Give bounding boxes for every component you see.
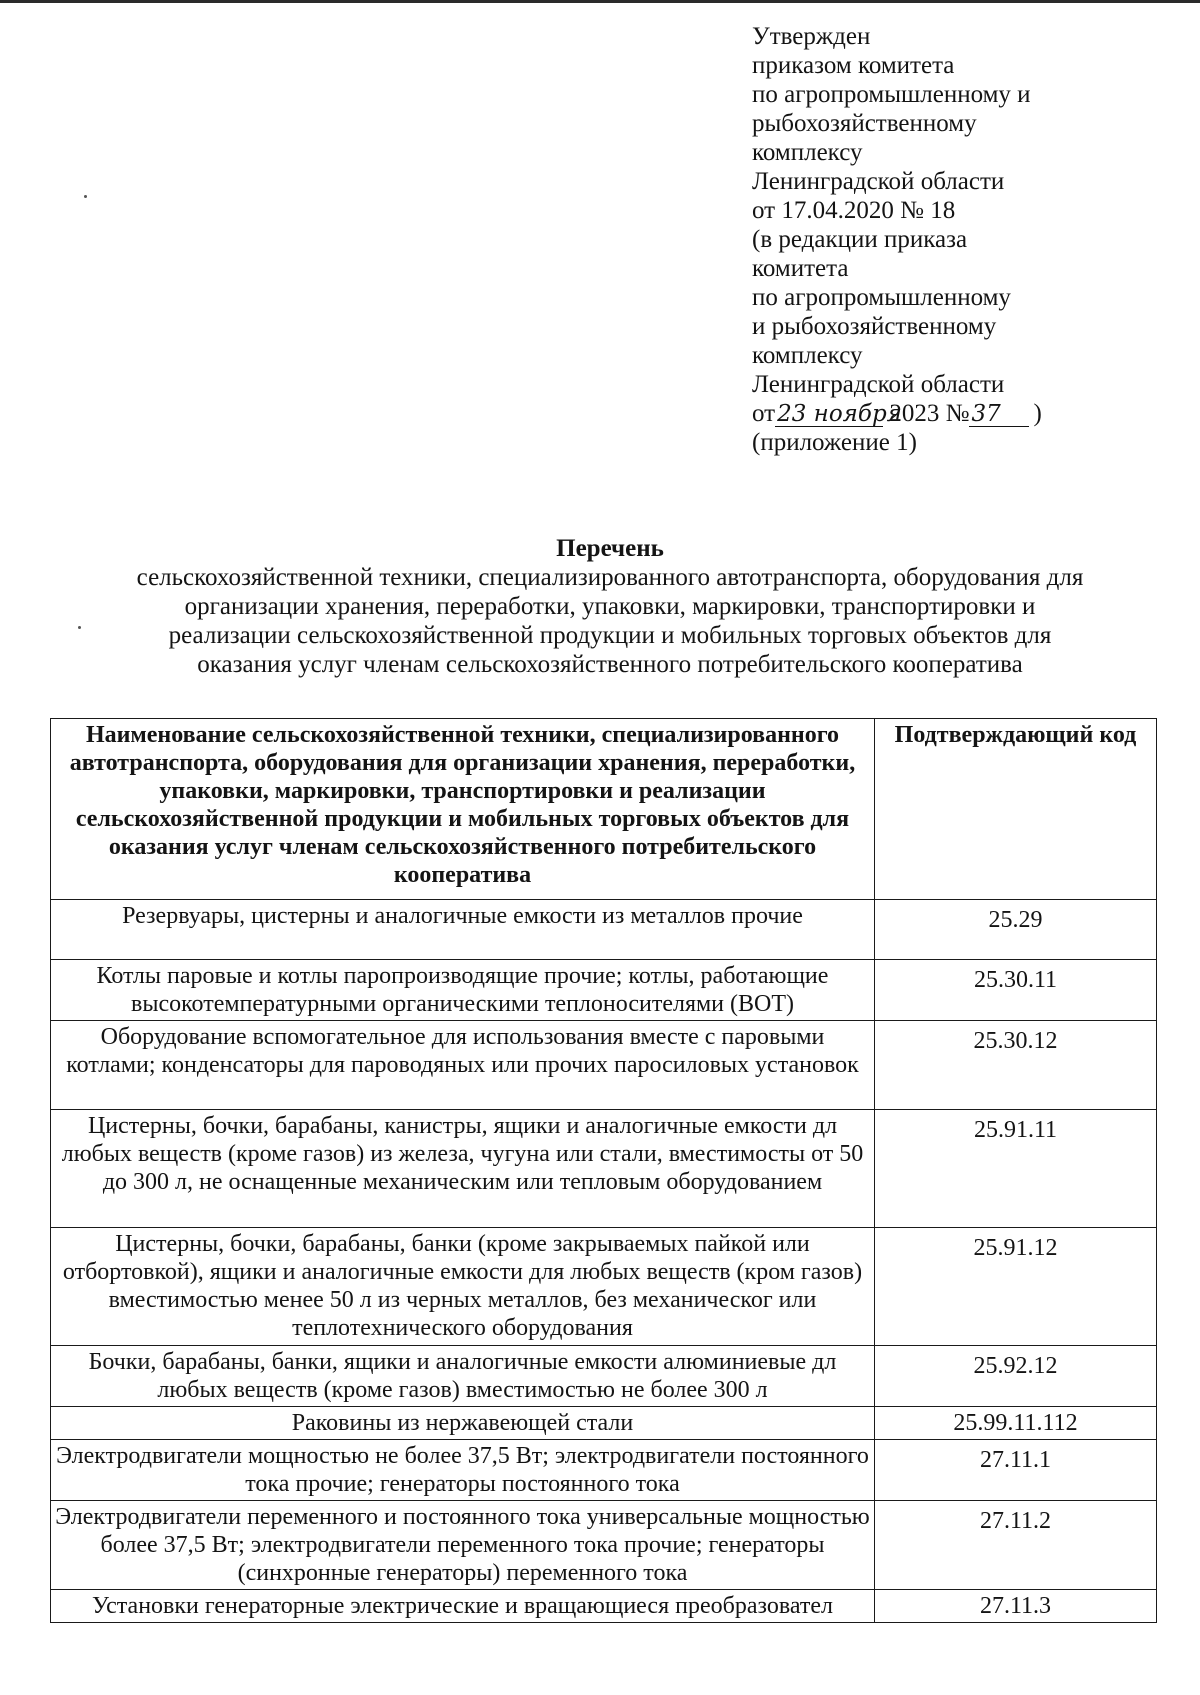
row-code: 25.91.12 bbox=[875, 1228, 1157, 1346]
handwritten-number: 37 bbox=[969, 402, 1029, 427]
table-row bbox=[51, 1501, 1157, 1590]
title-line: реализации сельскохозяйственной продукции и мобильных торговых объектов для bbox=[168, 622, 1052, 649]
row-name: Цистерны, бочки, барабаны, канистры, ящики и аналогичные емкости дл любых веществ (кроме газов) из железа, чугуна или стали, вместимосты от 50 до 300 л, не оснащенные механическим или тепловым оборудованием bbox=[51, 1110, 875, 1228]
table-row bbox=[51, 1407, 1157, 1440]
row-name: Электродвигатели переменного и постоянного тока универсальные мощностью более 37,5 Вт; электродвигатели переменного тока прочие; генераторы (синхронные генераторы) переменного тока bbox=[51, 1501, 875, 1590]
approval-line: приказом комитета bbox=[752, 52, 955, 79]
approval-line: (в редакции приказа bbox=[752, 226, 968, 253]
approval-date-line bbox=[752, 399, 1172, 428]
approval-line: рыбохозяйственному bbox=[752, 110, 977, 137]
header-name: Наименование сельскохозяйственной техники, специализированного автотранспорта, оборудования для организации хранения, переработки, упаковки, маркировки, транспортировки и реализации сельскохозяйственной продукции и мобильных торговых объектов для оказания услуг членам сельскохозяйственного потребительского кооператива bbox=[51, 719, 875, 900]
table-row bbox=[51, 900, 1157, 960]
title-line: организации хранения, переработки, упаковки, маркировки, транспортировки и bbox=[184, 593, 1036, 620]
table-row bbox=[51, 1590, 1157, 1623]
table-row bbox=[51, 960, 1157, 1021]
header-code: Подтверждающий код bbox=[875, 719, 1157, 900]
row-code: 27.11.1 bbox=[875, 1440, 1157, 1501]
table-row bbox=[51, 1021, 1157, 1110]
document-title bbox=[100, 534, 1120, 679]
approval-line: комитета bbox=[752, 255, 849, 282]
table-row bbox=[51, 1110, 1157, 1228]
approval-line: по агропромышленному bbox=[752, 284, 1011, 311]
closing-paren: ) bbox=[1033, 400, 1042, 427]
handwritten-date: 23 ноября bbox=[777, 401, 902, 427]
table-row bbox=[51, 1346, 1157, 1407]
row-name: Оборудование вспомогательное для использования вместе с паровыми котлами; конденсаторы для пароводяных или прочих паросиловых установок bbox=[51, 1021, 875, 1110]
row-code: 25.91.11 bbox=[875, 1110, 1157, 1228]
title-line: оказания услуг членам сельскохозяйственного потребительского кооператива bbox=[197, 651, 1023, 678]
approval-line: от 17.04.2020 № 18 bbox=[752, 197, 956, 224]
equipment-table bbox=[50, 718, 1157, 1623]
row-name: Раковины из нержавеющей стали bbox=[51, 1407, 875, 1440]
row-name: Резервуары, цистерны и аналогичные емкости из металлов прочие bbox=[51, 900, 875, 960]
from-prefix: от bbox=[752, 400, 776, 427]
row-name: Установки генераторные электрические и вращающиеся преобразовател bbox=[51, 1590, 875, 1623]
approval-year: 2023 bbox=[889, 400, 940, 427]
row-code: 25.99.11.112 bbox=[875, 1407, 1157, 1440]
row-code: 25.92.12 bbox=[875, 1346, 1157, 1407]
scan-speck bbox=[84, 195, 87, 198]
title-heading: Перечень bbox=[556, 535, 664, 562]
approval-line: Ленинградской области bbox=[752, 371, 1005, 398]
approval-line: комплексу bbox=[752, 139, 863, 166]
row-name: Бочки, барабаны, банки, ящики и аналогичные емкости алюминиевые дл любых веществ (кроме газов) вместимостью не более 300 л bbox=[51, 1346, 875, 1407]
row-code: 27.11.3 bbox=[875, 1590, 1157, 1623]
approval-line: Ленинградской области bbox=[752, 168, 1005, 195]
scan-speck bbox=[78, 626, 81, 629]
approval-line: и рыбохозяйственному bbox=[752, 313, 997, 340]
number-prefix: № bbox=[945, 400, 970, 427]
table-header-row bbox=[51, 719, 1157, 900]
row-name: Котлы паровые и котлы паропроизводящие прочие; котлы, работающие высокотемпературными органическими теплоносителями (ВОТ) bbox=[51, 960, 875, 1021]
row-name: Цистерны, бочки, барабаны, банки (кроме закрываемых пайкой или отбортовкой), ящики и аналогичные емкости для любых веществ (кром газов) вместимостью менее 50 л из черных металлов, без механическог или теплотехнического оборудования bbox=[51, 1228, 875, 1346]
row-code: 27.11.2 bbox=[875, 1501, 1157, 1590]
row-name: Электродвигатели мощностью не более 37,5 Вт; электродвигатели постоянного тока прочие; генераторы постоянного тока bbox=[51, 1440, 875, 1501]
approval-line: Утвержден bbox=[752, 23, 871, 50]
row-code: 25.29 bbox=[875, 900, 1157, 960]
approval-line: по агропромышленному и bbox=[752, 81, 1031, 108]
table-row bbox=[51, 1440, 1157, 1501]
title-line: сельскохозяйственной техники, специализированного автотранспорта, оборудования для bbox=[136, 564, 1084, 591]
approval-stamp-block bbox=[752, 22, 1172, 457]
table-row bbox=[51, 1228, 1157, 1346]
appendix-note: (приложение 1) bbox=[752, 429, 917, 456]
page-top-border bbox=[0, 0, 1200, 3]
approval-line: комплексу bbox=[752, 342, 863, 369]
row-code: 25.30.12 bbox=[875, 1021, 1157, 1110]
row-code: 25.30.11 bbox=[875, 960, 1157, 1021]
